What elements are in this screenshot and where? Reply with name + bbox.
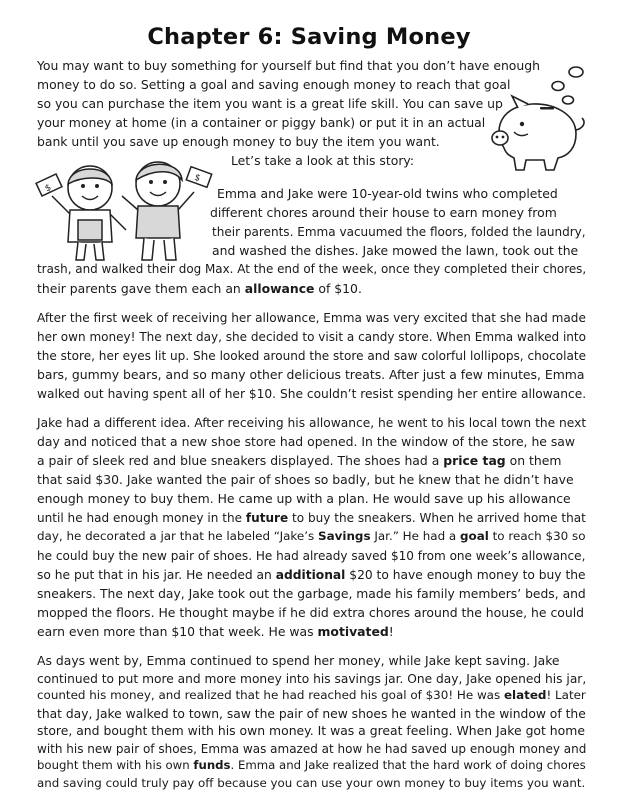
text-line bbox=[37, 264, 586, 276]
text-line bbox=[37, 455, 561, 467]
text-line bbox=[37, 725, 585, 737]
text-span: so he put that in his jar. He needed an bbox=[37, 568, 276, 582]
text-span: . Emma and Jake realized that the hard work of doing chores bbox=[230, 758, 586, 772]
text-line bbox=[37, 588, 586, 600]
text-span: to buy the sneakers. When he arrived home that bbox=[288, 511, 586, 525]
coin-icon bbox=[569, 67, 583, 77]
text-line bbox=[212, 245, 578, 257]
text-line bbox=[210, 207, 557, 219]
text-line bbox=[37, 60, 540, 72]
text-span: bought them with his own bbox=[37, 758, 194, 772]
text-span: After the first week of receiving her allowance, Emma was very excited that she had made bbox=[37, 311, 586, 325]
vocabulary-word: future bbox=[245, 511, 289, 525]
bill-label: $ bbox=[192, 172, 202, 185]
text-span: different chores around their house to earn money from bbox=[210, 205, 557, 220]
text-span: he could buy the new pair of shoes. He had already saved $10 from one week’s allowance, bbox=[37, 549, 586, 563]
text-span: enough money to buy them. He came up with a plan. He would save up his allowance bbox=[37, 491, 571, 506]
text-span: bars, gummy bears, and so many other delicious treats. After just a few minutes, Emma bbox=[37, 367, 585, 382]
text-span: with his new pair of shoes, Emma was amazed at how he had saved up enough money and bbox=[37, 742, 587, 756]
text-span: $20 to have enough money to buy the bbox=[345, 568, 586, 582]
text-span: trash, and walked their dog Max. At the end of the week, once they completed their chores, bbox=[37, 262, 587, 276]
text-span: Jar.” He had a bbox=[370, 529, 461, 543]
text-line bbox=[37, 531, 586, 543]
coin-icon bbox=[552, 82, 564, 91]
text-span: that day, Jake walked to town, saw the pair of new shoes he wanted in the window of the bbox=[37, 707, 586, 721]
text-line bbox=[37, 607, 584, 619]
text-span: the store, her eyes lit up. She looked around the store and saw colorful lollipops, chocolate bbox=[37, 349, 587, 363]
text-line bbox=[37, 474, 574, 486]
text-line bbox=[212, 226, 586, 238]
vocabulary-word: elated bbox=[503, 688, 547, 702]
text-line bbox=[37, 98, 503, 110]
text-span: their parents. Emma vacuumed the floors, folded the laundry, bbox=[212, 225, 586, 239]
twins-holding-money-icon bbox=[34, 150, 216, 265]
text-line bbox=[37, 79, 510, 91]
text-line bbox=[37, 708, 586, 720]
coin-icon bbox=[563, 96, 574, 104]
piggy-bank-icon bbox=[484, 58, 594, 176]
text-span: sneakers. The next day, Jake took out the garbage, made his family members’ beds, and bbox=[37, 587, 586, 601]
text-span: ! Later bbox=[546, 688, 586, 702]
vocabulary-word: price tag bbox=[443, 453, 506, 468]
text-span: day and noticed that a new shoe store had opened. In the window of the store, he saw bbox=[37, 434, 576, 449]
text-span: on them bbox=[505, 453, 562, 468]
text-line bbox=[37, 388, 586, 400]
text-span: counted his money, and realized that he had reached his goal of $30! He was bbox=[37, 688, 504, 702]
text-span: so you can purchase the item you want is a great life skill. You can save up bbox=[37, 96, 503, 111]
vocabulary-word: goal bbox=[460, 529, 489, 543]
text-span: money to do so. Setting a goal and saving enough money to reach that goal bbox=[37, 77, 511, 92]
text-span: You may want to buy something for yourself but find that you don’t have enough bbox=[37, 58, 540, 73]
text-span: ! bbox=[388, 624, 394, 639]
text-line bbox=[37, 673, 586, 685]
bill-label: $ bbox=[43, 182, 54, 195]
text-span: store, and bought them with his own money. It was a great feeling. When Jake got home bbox=[37, 723, 585, 738]
text-span: to reach $30 so bbox=[488, 529, 586, 543]
vocabulary-word: additional bbox=[275, 568, 346, 582]
text-span: continued to put more and more money into his savings jar. One day, Jake opened his jar, bbox=[37, 672, 587, 686]
text-line bbox=[37, 690, 586, 702]
vocabulary-word: motivated bbox=[317, 624, 389, 639]
text-line bbox=[37, 369, 584, 381]
text-line bbox=[37, 550, 585, 562]
chapter-title: Chapter 6: Saving Money bbox=[147, 24, 471, 50]
text-line bbox=[37, 136, 440, 148]
text-line bbox=[37, 655, 560, 667]
text-span: Emma and Jake were 10-year-old twins who completed bbox=[217, 186, 558, 201]
text-span: and saving could truly pay off because you can use your own money to buy items you want. bbox=[37, 776, 586, 790]
vocabulary-word: allowance bbox=[244, 281, 315, 296]
text-line bbox=[37, 312, 586, 324]
text-span: her own money! The next day, she decided to visit a candy store. When Emma walked into bbox=[37, 330, 587, 344]
text-line bbox=[231, 155, 414, 167]
text-span: bank until you save up enough money to buy the item you want. bbox=[37, 134, 440, 149]
text-span: Jake had a different idea. After receiving his allowance, he went to his local town the next bbox=[37, 416, 587, 430]
text-span: of $10. bbox=[314, 281, 362, 296]
text-span: their parents gave them each an bbox=[37, 281, 245, 296]
text-line bbox=[37, 512, 586, 524]
text-line bbox=[37, 569, 586, 581]
text-span: mopped the floors. He thought maybe if he did extra chores around the house, he could bbox=[37, 605, 585, 620]
text-line bbox=[217, 188, 558, 200]
text-span: day, he decorated a jar that he labeled “Jake’s bbox=[37, 529, 318, 543]
text-span: your money at home (in a container or piggy bank) or put it in an actual bbox=[37, 115, 486, 130]
vocabulary-word: Savings bbox=[318, 529, 371, 543]
text-line bbox=[37, 417, 586, 429]
text-span: earn even more than $10 that week. He was bbox=[37, 624, 318, 639]
text-line bbox=[37, 331, 586, 343]
text-line bbox=[37, 283, 362, 295]
text-span: that said $30. Jake wanted the pair of shoes so badly, but he knew that he didn’t have bbox=[37, 472, 574, 487]
text-line bbox=[37, 778, 585, 790]
text-line bbox=[37, 350, 586, 362]
text-span: walked out having spent all of her $10. She couldn’t resist spending her entire allowance. bbox=[37, 387, 587, 401]
text-line bbox=[37, 493, 571, 505]
vocabulary-word: funds bbox=[193, 758, 231, 772]
text-span: a pair of sleek red and blue sneakers displayed. The shoes had a bbox=[37, 453, 444, 468]
text-span: As days went by, Emma continued to spend her money, while Jake kept saving. Jake bbox=[37, 653, 560, 668]
text-line bbox=[37, 117, 485, 129]
text-span: and washed the dishes. Jake mowed the lawn, took out the bbox=[212, 243, 579, 258]
text-line bbox=[37, 760, 586, 772]
text-line bbox=[37, 436, 575, 448]
text-span: until he had enough money in the bbox=[37, 511, 246, 525]
text-line bbox=[37, 626, 394, 638]
text-line bbox=[37, 743, 586, 755]
text-span: Let’s take a look at this story: bbox=[231, 153, 415, 168]
